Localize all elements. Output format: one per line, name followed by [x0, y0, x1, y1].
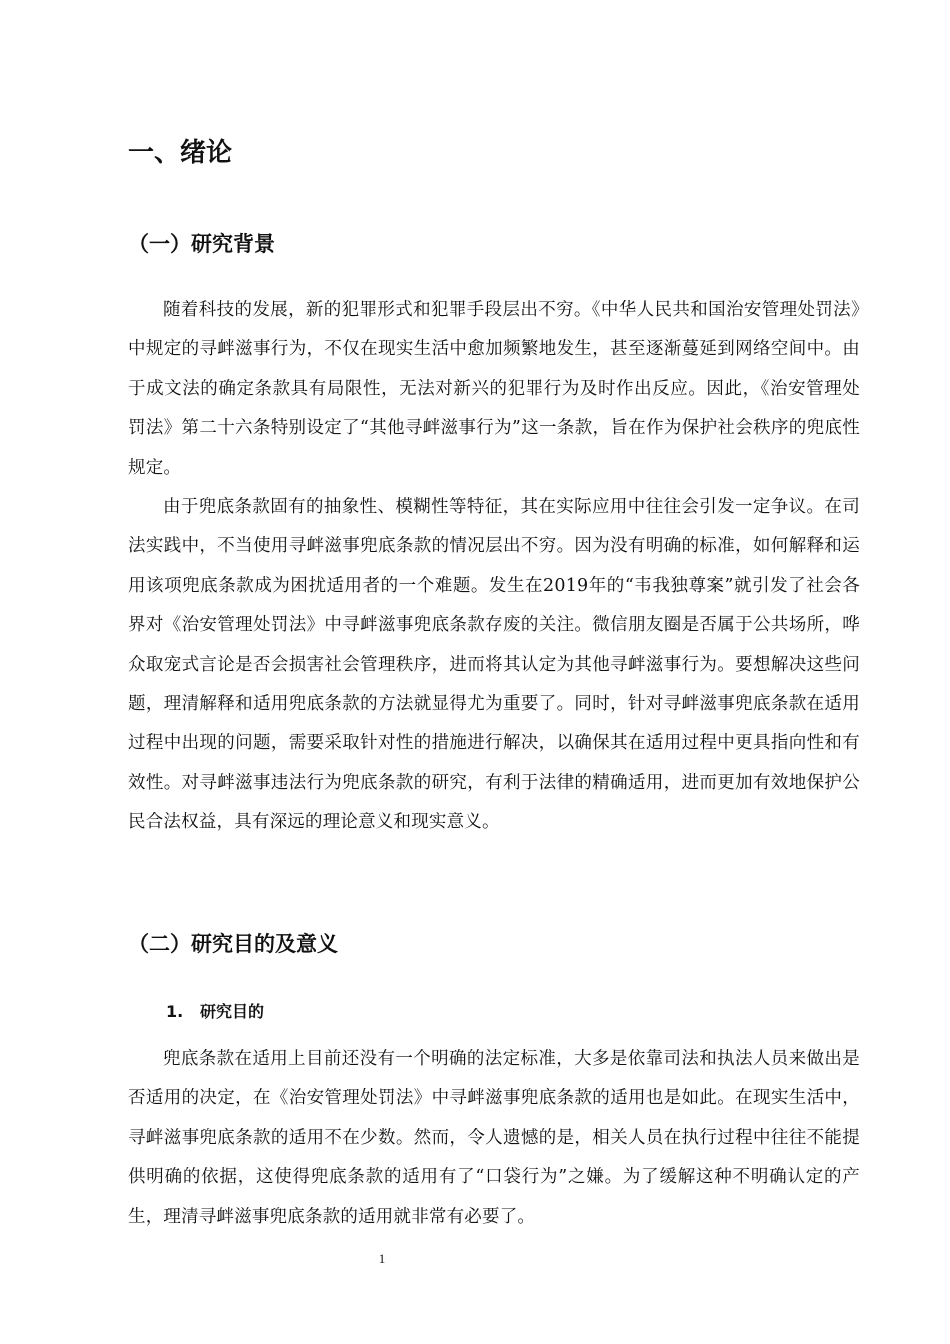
- subsection-title: 研究目的: [200, 1002, 265, 1021]
- subsection-number: 1.: [166, 1002, 184, 1021]
- section-heading-background: （一）研究背景: [128, 232, 275, 256]
- subsection-heading-research-purpose: [166, 999, 264, 1025]
- paragraph: 由于兜底条款固有的抽象性、模糊性等特征，其在实际应用中往往会引发一定争议。在司法实践中，不当使用寻衅滋事兜底条款的情况层出不穷。因为没有明确的标准，如何解释和运用该项兜底条款成为困扰适用者的一个难题。发生在2019年的“韦我独尊案”就引发了社会各界对《治安管理处罚法》中寻衅滋事兜底条款存废的关注。微信朋友圈是否属于公共场所，哗众取宠式言论是否会损害社会管理秩序，进而将其认定为其他寻衅滋事行为。要想解决这些问题，理清解释和适用兜底条款的方法就显得尤为重要了。同时，针对寻衅滋事兜底条款在适用过程中出现的问题，需要采取针对性的措施进行解决，以确保其在适用过程中更具指向性和有效性。对寻衅滋事违法行为兜底条款的研究，有利于法律的精确适用，进而更加有效地保护公民合法权益，具有深远的理论意义和现实意义。: [128, 497, 860, 833]
- paragraph: 兜底条款在适用上目前还没有一个明确的法定标准，大多是依靠司法和执法人员来做出是否适用的决定，在《治安管理处罚法》中寻衅滋事兜底条款的适用也是如此。在现实生活中，寻衅滋事兜底条款的适用不在少数。然而，令人遗憾的是，相关人员在执行过程中往往不能提供明确的依据，这使得兜底条款的适用有了“口袋行为”之嫌。为了缓解这种不明确认定的产生，理清寻衅滋事兜底条款的适用就非常有必要了。: [128, 1049, 860, 1227]
- page-number: 1: [378, 1251, 386, 1266]
- chapter-title: 一、绪论: [128, 138, 233, 168]
- paragraph: 随着科技的发展，新的犯罪形式和犯罪手段层出不穷。《中华人民共和国治安管理处罚法》中规定的寻衅滋事行为，不仅在现实生活中愈加频繁地发生，甚至逐渐蔓延到网络空间中。由于成文法的确定条款具有局限性，无法对新兴的犯罪行为及时作出反应。因此，《治安管理处罚法》第二十六条特别设定了“其他寻衅滋事行为”这一条款，旨在作为保护社会秩序的兜底性规定。: [128, 300, 860, 478]
- section-heading-purpose-significance: （二）研究目的及意义: [128, 932, 338, 956]
